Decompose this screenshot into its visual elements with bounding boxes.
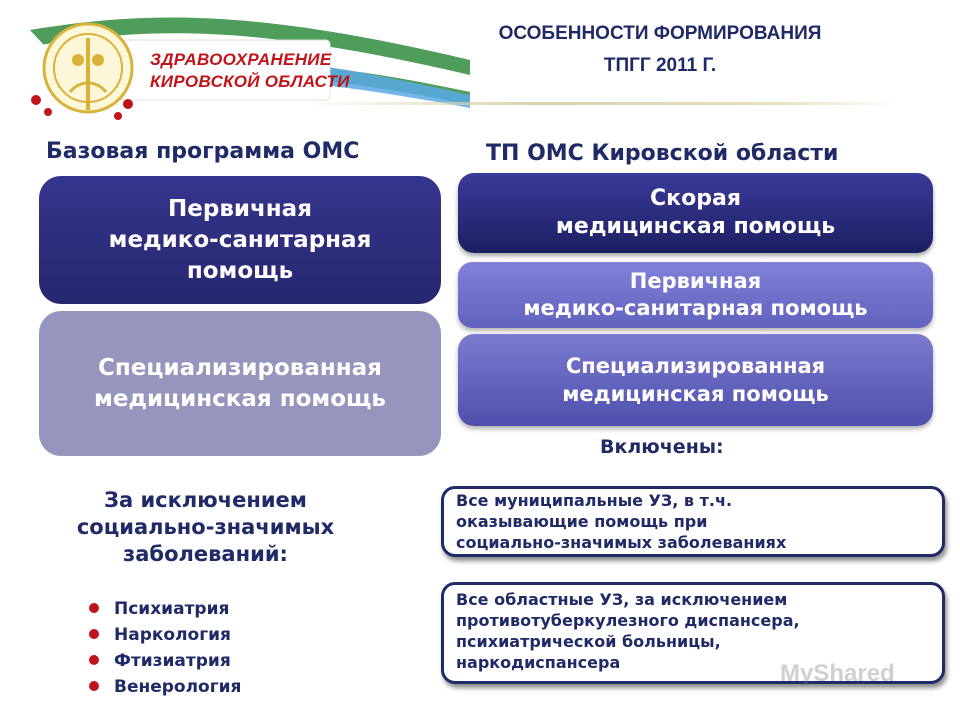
slide-title xyxy=(430,18,890,82)
watermark: MyShared xyxy=(780,660,895,687)
left-column-heading: Базовая программа ОМС xyxy=(46,139,360,164)
emergency-care-label: Скорая медицинская помощь xyxy=(555,186,836,239)
regional-primary-care-box xyxy=(458,262,933,328)
region-health-logo xyxy=(0,0,470,140)
emergency-care-box xyxy=(458,173,933,253)
slide-title-line2: ТПГГ 2011 Г. xyxy=(603,55,717,76)
bullet-icon xyxy=(89,603,99,613)
bullet-icon xyxy=(89,655,99,665)
primary-care-label: Первичная медико-санитарная помощь xyxy=(108,196,372,284)
included-municipal-box xyxy=(441,486,945,557)
bullet-icon xyxy=(89,681,99,691)
specialized-care-label: Специализированная медицинская помощь xyxy=(94,354,386,412)
logo-text-line2: КИРОВСКОЙ ОБЛАСТИ xyxy=(150,72,350,91)
list-item: Венерология xyxy=(86,674,241,700)
exclusion-heading-text: За исключением социально-значимых заболеваний: xyxy=(76,488,335,566)
logo-text-line1: ЗДРАВООХРАНЕНИЕ xyxy=(150,50,332,69)
header-divider xyxy=(300,102,900,105)
list-item: Фтизиатрия xyxy=(86,648,241,674)
slide-title-line1: ОСОБЕННОСТИ ФОРМИРОВАНИЯ xyxy=(498,23,822,44)
regional-specialized-care-box xyxy=(458,334,933,426)
list-item: Психиатрия xyxy=(86,596,241,622)
list-item: Наркология xyxy=(86,622,241,648)
bullet-icon xyxy=(89,629,99,639)
included-regional-text: Все областные УЗ, за исключением противотуберкулезного диспансера, психиатрической больницы, наркодиспансера xyxy=(456,590,800,672)
regional-specialized-care-label: Специализированная медицинская помощь xyxy=(562,354,829,406)
right-column-heading: ТП ОМС Кировской области xyxy=(486,141,839,166)
included-label: Включены: xyxy=(600,436,724,458)
specialized-care-box xyxy=(39,311,441,456)
regional-primary-care-label: Первичная медико-санитарная помощь xyxy=(523,269,868,320)
included-municipal-text: Все муниципальные УЗ, в т.ч. оказывающие помощь при социально-значимых заболеваниях xyxy=(456,491,787,552)
excluded-disease-list xyxy=(86,596,241,700)
primary-care-box xyxy=(39,176,441,304)
exclusion-heading xyxy=(28,487,383,568)
